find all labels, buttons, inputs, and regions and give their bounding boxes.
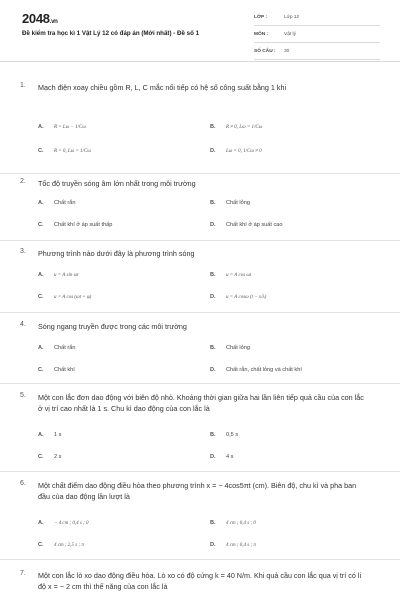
option-b[interactable] <box>210 124 262 130</box>
option-c[interactable] <box>38 148 91 154</box>
option-d[interactable] <box>210 222 283 228</box>
question-7 <box>0 570 400 600</box>
option-c[interactable] <box>38 454 61 460</box>
meta-info <box>254 13 380 64</box>
question-number: 3. <box>20 248 26 255</box>
option-text: R ≠ 0, Lω = 1/Cω <box>226 125 263 130</box>
option-letter: A. <box>38 272 44 278</box>
option-text: Chất rắn <box>54 345 76 351</box>
option-c[interactable] <box>38 222 112 228</box>
option-d[interactable] <box>210 367 302 373</box>
option-a[interactable] <box>38 432 61 438</box>
question-text: Tốc độ truyền sóng âm lớn nhất trong môi trường <box>38 179 196 188</box>
question-number: 6. <box>20 480 26 487</box>
option-letter: D. <box>210 542 216 548</box>
option-text: 1 s <box>54 432 62 438</box>
option-d[interactable] <box>210 148 262 154</box>
option-letter: B. <box>210 272 216 278</box>
option-text: 0,5 s <box>226 432 239 438</box>
meta-value: Lớp 12 <box>284 15 300 20</box>
option-letter: D. <box>210 367 216 373</box>
option-text: Lω = 0, 1/Cω ≠ 0 <box>226 149 262 154</box>
question-text: Một chất điểm dao động điều hòa theo phương trình x = − 4cos5πt (cm). Biên độ, chu kì và pha ban đầu của dao động lần lượt là <box>38 481 357 501</box>
option-letter: A. <box>38 432 44 438</box>
meta-row-count <box>254 47 380 60</box>
question-text: Một con lắc đơn dao động với biên độ nhỏ. Khoảng thời gian giữa hai lần liên tiếp quả cầu của con lắc ở vị trí cao nhất là 1 s. Chu kì dao động của con lắc là <box>38 393 364 413</box>
question-text: Phương trình nào dưới đây là phương trình sóng <box>38 249 195 258</box>
option-b[interactable] <box>210 520 256 526</box>
question-6 <box>0 480 400 560</box>
option-d[interactable] <box>210 542 256 548</box>
question-number: 7. <box>20 570 26 577</box>
option-text: Chất lỏng <box>226 200 250 206</box>
option-d[interactable] <box>210 454 233 460</box>
option-letter: C. <box>38 542 44 548</box>
question-1 <box>0 82 400 174</box>
option-letter: C. <box>38 294 44 300</box>
option-text: 2 s <box>54 454 62 460</box>
question-4 <box>0 321 400 384</box>
option-letter: B. <box>210 432 216 438</box>
logo-suffix: .vn <box>49 19 58 25</box>
option-letter: C. <box>38 222 44 228</box>
question-number: 1. <box>20 82 26 89</box>
option-letter: D. <box>210 294 216 300</box>
option-letter: C. <box>38 454 44 460</box>
option-c[interactable] <box>38 294 91 300</box>
option-a[interactable] <box>38 124 86 130</box>
option-letter: C. <box>38 367 44 373</box>
option-text: 4 cm ; 0,4 s ; π <box>226 543 256 548</box>
question-3 <box>0 248 400 313</box>
option-a[interactable] <box>38 345 75 351</box>
option-text: 4 cm ; 0,4 s ; 0 <box>226 521 256 526</box>
meta-key: LỚP : <box>254 15 268 20</box>
option-text: Chất rắn, chất lỏng và chất khí <box>226 367 302 373</box>
header <box>0 0 400 62</box>
option-text: u = A sin ωt <box>54 273 79 278</box>
logo-text: 2048 <box>22 11 50 26</box>
meta-value: 30 <box>284 49 290 54</box>
question-number: 2. <box>20 178 26 185</box>
option-letter: A. <box>38 345 44 351</box>
option-letter: D. <box>210 148 216 154</box>
option-a[interactable] <box>38 272 79 278</box>
option-text: u = A cosω (t − x/λ) <box>226 295 267 300</box>
option-text: 4 s <box>226 454 234 460</box>
option-letter: B. <box>210 200 216 206</box>
question-number: 4. <box>20 321 26 328</box>
option-a[interactable] <box>38 200 75 206</box>
option-text: u = A cos ωt <box>226 273 252 278</box>
option-a[interactable] <box>38 520 88 526</box>
document-title: Đề kiểm tra học kì 1 Vật Lý 12 có đáp án (Mới nhất) - Đề số 1 <box>22 30 200 37</box>
option-text: R = Lω − 1/Cω <box>54 125 86 130</box>
option-text: u = A cos (ωt + φ) <box>54 295 92 300</box>
option-text: Chất lỏng <box>226 345 250 351</box>
option-letter: C. <box>38 148 44 154</box>
question-number: 5. <box>20 392 26 399</box>
option-text: − 4 cm ; 0,4 s ; 0 <box>54 521 89 526</box>
option-c[interactable] <box>38 367 75 373</box>
option-text: 4 cm ; 2,5 s ; π <box>54 543 84 548</box>
option-letter: A. <box>38 124 44 130</box>
meta-row-subject <box>254 30 380 43</box>
option-text: Chất khí <box>54 367 75 373</box>
option-c[interactable] <box>38 542 84 548</box>
option-letter: B. <box>210 520 216 526</box>
option-b[interactable] <box>210 345 250 351</box>
option-letter: D. <box>210 454 216 460</box>
option-text: Chất khí ở áp suất thấp <box>54 222 113 228</box>
meta-key: SỐ CÂU : <box>254 49 276 54</box>
option-b[interactable] <box>210 200 250 206</box>
option-b[interactable] <box>210 432 238 438</box>
question-text: Mạch điện xoay chiều gồm R, L, C mắc nối tiếp có hệ số công suất bằng 1 khi <box>38 83 287 92</box>
question-2 <box>0 178 400 241</box>
option-letter: A. <box>38 200 44 206</box>
question-text: Sóng ngang truyền được trong các môi trường <box>38 322 187 331</box>
option-b[interactable] <box>210 272 251 278</box>
meta-key: MÔN : <box>254 32 269 37</box>
question-text: Một con lắc lò xo dao động điều hòa. Lò xo có độ cứng k = 40 N/m. Khi quả cầu con lắc qua vị trí có li độ x = − 2 cm thì thế năng của con lắc là <box>38 571 362 591</box>
option-text: R = 0, Lω = 1/Cω <box>54 149 91 154</box>
option-text: Chất khí ở áp suất cao <box>226 222 283 228</box>
option-d[interactable] <box>210 294 266 300</box>
meta-value: Vật lý <box>284 32 296 37</box>
option-letter: A. <box>38 520 44 526</box>
option-letter: B. <box>210 345 216 351</box>
logo[interactable] <box>22 11 58 26</box>
meta-row-class <box>254 13 380 26</box>
option-letter: D. <box>210 222 216 228</box>
option-letter: B. <box>210 124 216 130</box>
question-5 <box>0 392 400 472</box>
option-text: Chất rắn <box>54 200 76 206</box>
